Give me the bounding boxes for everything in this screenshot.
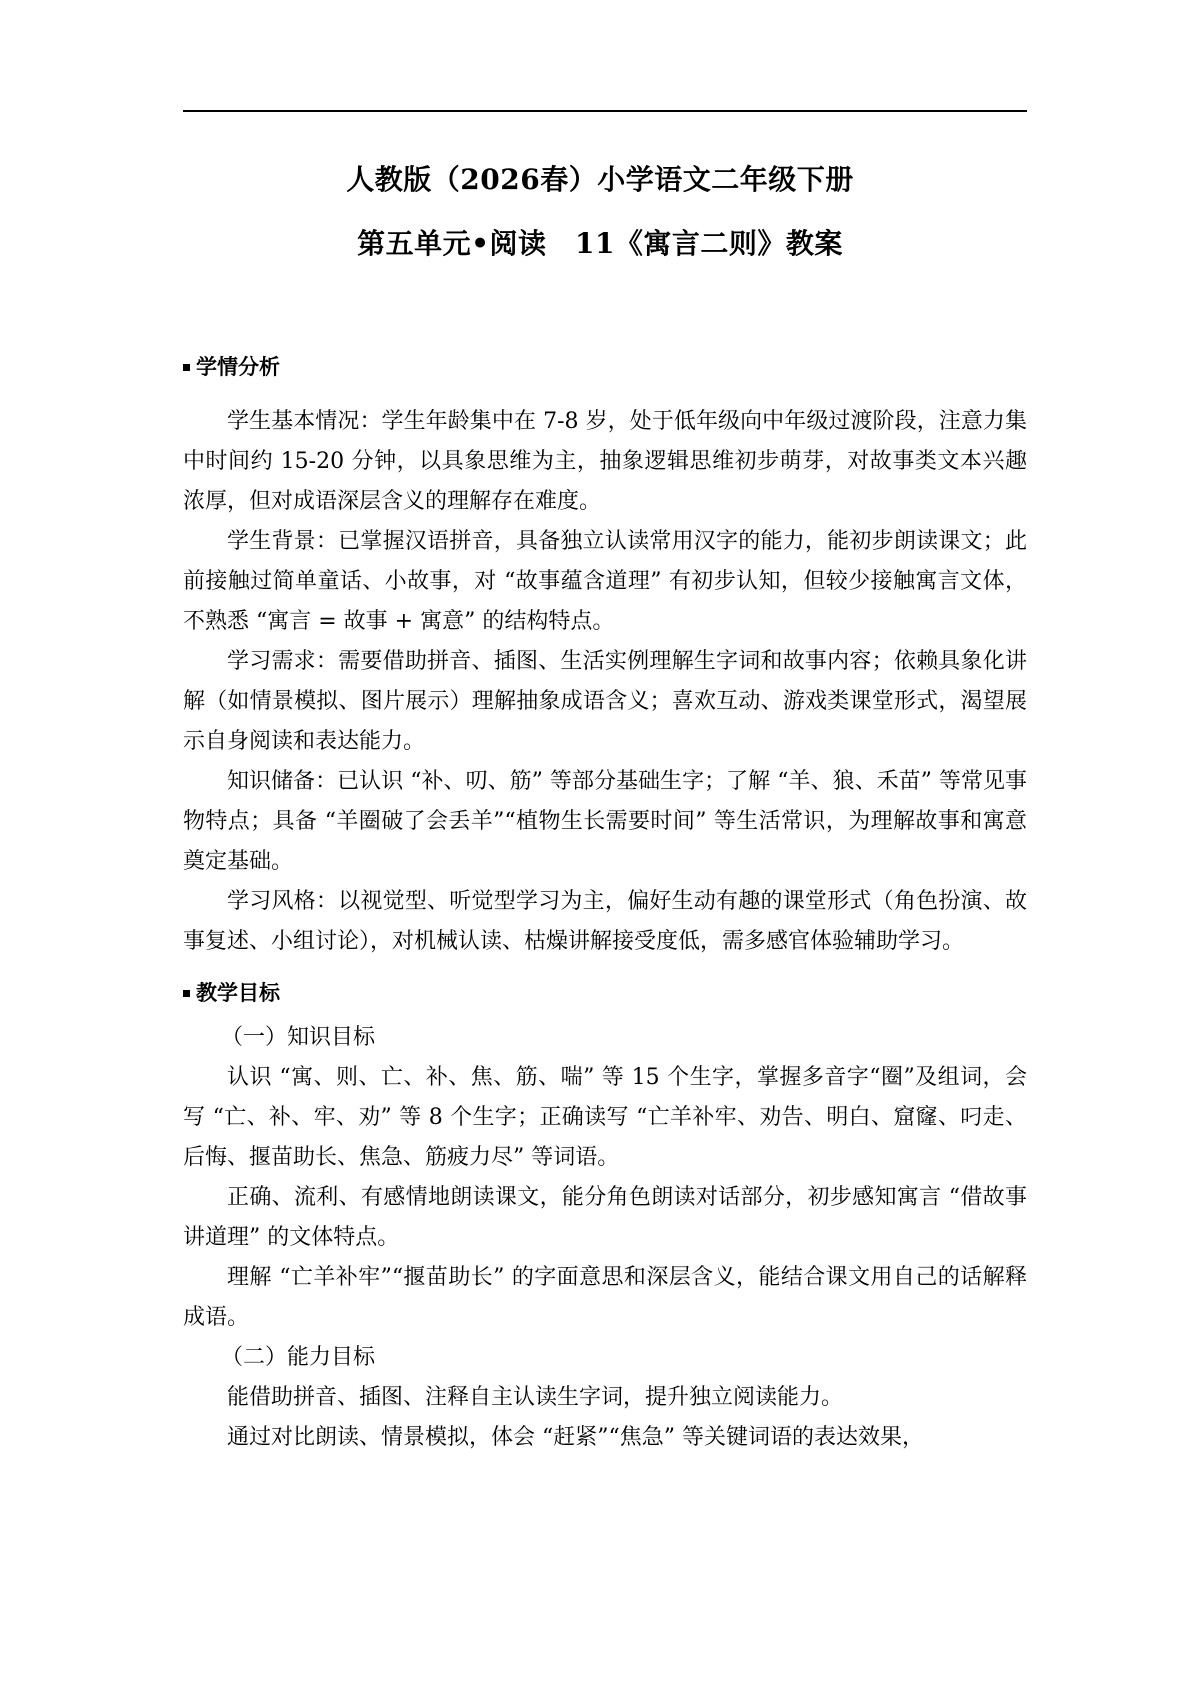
- section-heading-label: 教学目标: [196, 981, 280, 1005]
- paragraph: 认识 “寓、则、亡、补、焦、筋、喘” 等 15 个生字，掌握多音字“圈”及组词，会写 “亡、补、牢、劝” 等 8 个生字；正确读写 “亡羊补牢、劝告、明白、窟窿、叼走、后悔、揠苗助长、焦急、筋疲力尽” 等词语。: [183, 1065, 1027, 1170]
- subsection-heading-ability: （二）能力目标: [221, 1345, 376, 1370]
- subsection-heading-knowledge: （一）知识目标: [221, 1025, 376, 1050]
- square-bullet-icon: [183, 364, 190, 371]
- paragraph: 通过对比朗读、情景模拟，体会 “赶紧”“焦急” 等关键词语的表达效果，: [227, 1425, 924, 1450]
- section-heading-student-analysis: [183, 352, 1027, 382]
- square-bullet-icon: [183, 990, 190, 997]
- document-subtitle: 第五单元•阅读 11《寓言二则》教案: [357, 227, 843, 260]
- paragraph: 学习需求：需要借助拼音、插图、生活实例理解生字词和故事内容；依赖具象化讲解（如情景模拟、图片展示）理解抽象成语含义；喜欢互动、游戏类课堂形式，渴望展示自身阅读和表达能力。: [183, 649, 1027, 754]
- document-body: [183, 352, 1027, 1458]
- paragraph: 正确、流利、有感情地朗读课文，能分角色朗读对话部分，初步感知寓言 “借故事讲道理” 的文体特点。: [183, 1185, 1027, 1250]
- paragraph: 知识储备：已认识 “补、叨、筋” 等部分基础生字；了解 “羊、狼、禾苗” 等常见事物特点；具备 “羊圈破了会丢羊”“植物生长需要时间” 等生活常识，为理解故事和寓意奠定基础。: [183, 769, 1027, 874]
- paragraph: 学习风格：以视觉型、听觉型学习为主，偏好生动有趣的课堂形式（角色扮演、故事复述、小组讨论），对机械认读、枯燥讲解接受度低，需多感官体验辅助学习。: [183, 889, 1027, 954]
- document-title: 人教版（2026春）小学语文二年级下册: [346, 163, 854, 196]
- section-heading-teaching-goals: [183, 978, 1027, 1008]
- paragraph: 学生背景：已掌握汉语拼音，具备独立认读常用汉字的能力，能初步朗读课文；此前接触过简单童话、小故事，对 “故事蕴含道理” 有初步认知，但较少接触寓言文体，不熟悉 “寓言 = 故事 + 寓意” 的结构特点。: [183, 529, 1027, 634]
- header-rule: [183, 110, 1027, 112]
- paragraph: 能借助拼音、插图、注释自主认读生字词，提升独立阅读能力。: [227, 1385, 844, 1410]
- paragraph: 理解 “亡羊补牢”“揠苗助长” 的字面意思和深层含义，能结合课文用自己的话解释成语。: [183, 1265, 1027, 1330]
- paragraph: 学生基本情况：学生年龄集中在 7-8 岁，处于低年级向中年级过渡阶段，注意力集中时间约 15-20 分钟，以具象思维为主，抽象逻辑思维初步萌芽，对故事类文本兴趣浓厚，但对成语深层含义的理解存在难度。: [183, 409, 1027, 514]
- section-heading-label: 学情分析: [196, 355, 280, 379]
